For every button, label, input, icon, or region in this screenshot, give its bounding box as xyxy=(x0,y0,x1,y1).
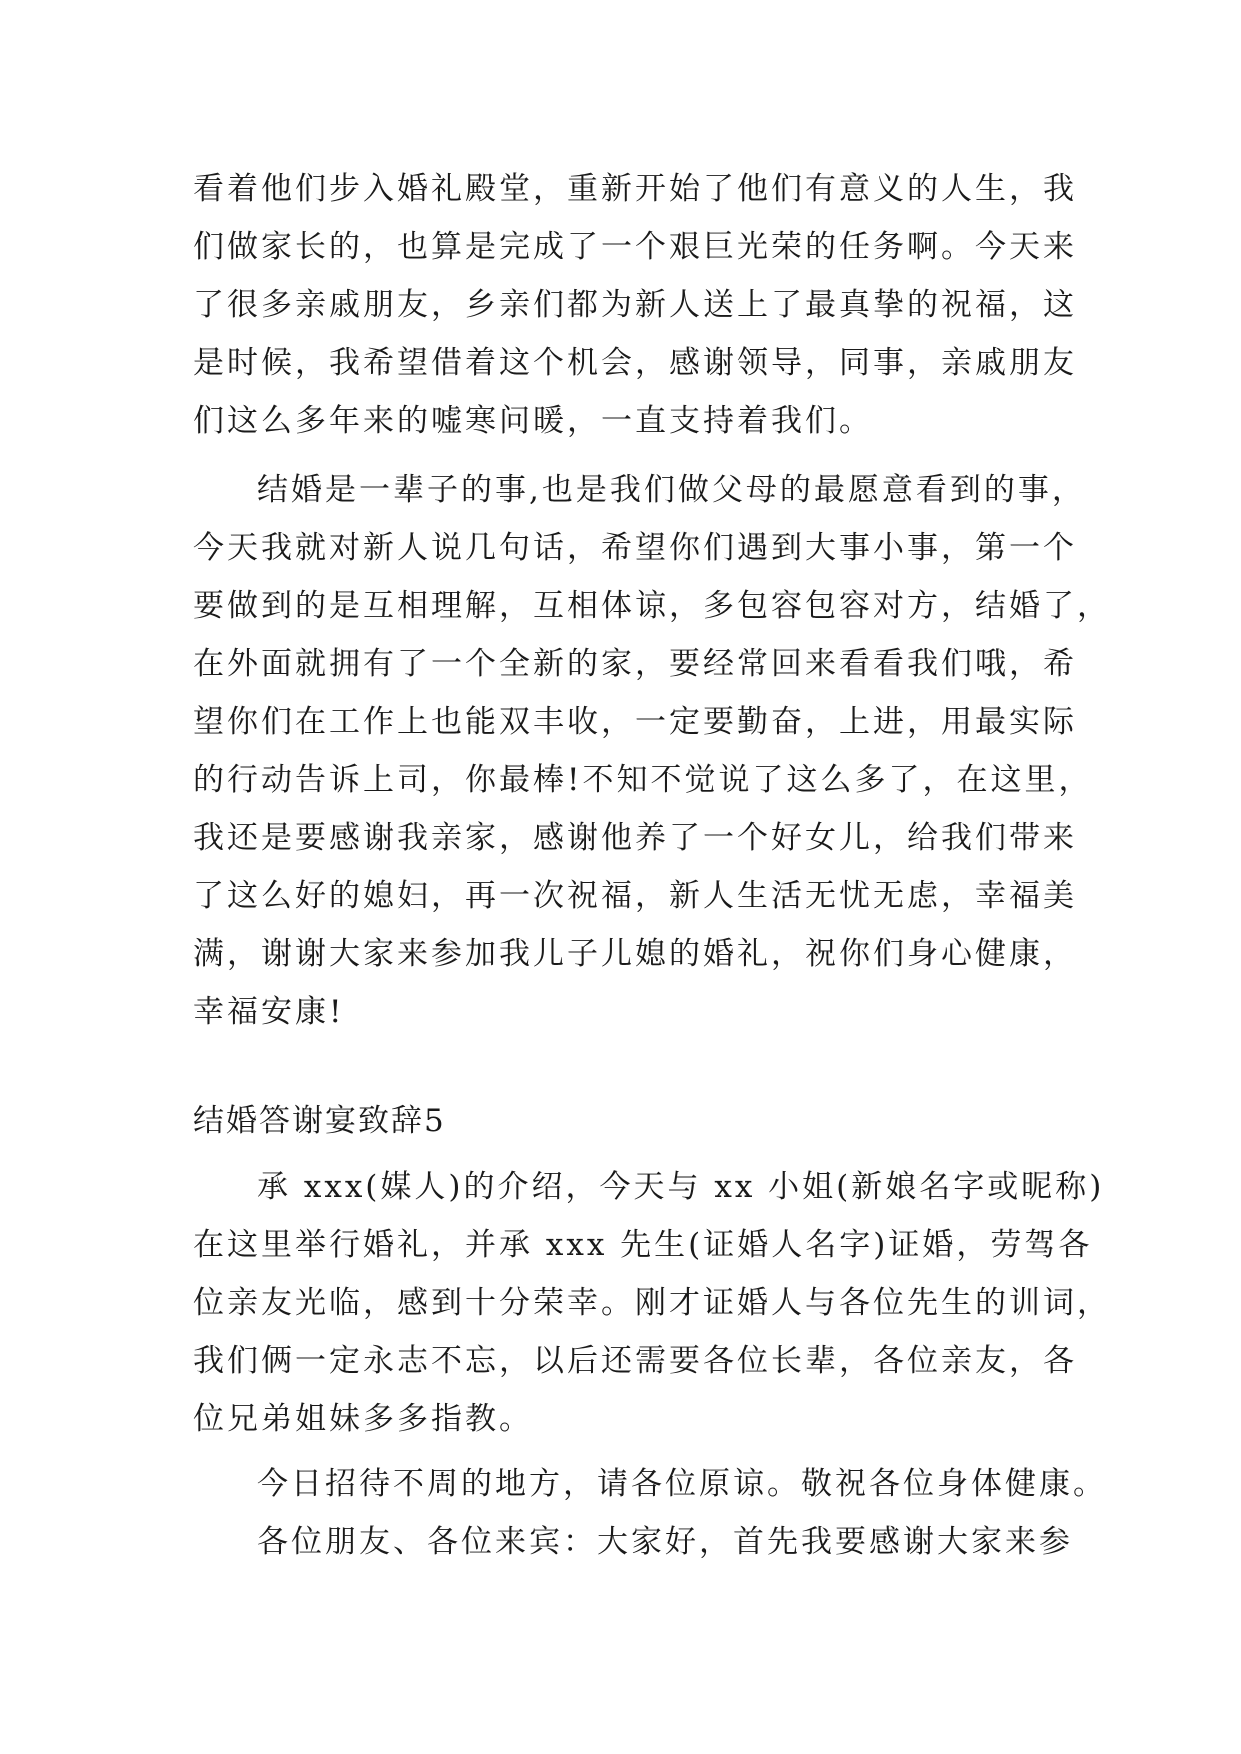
text-line: 各位朋友、各位来宾：大家好，首先我要感谢大家来参 xyxy=(257,1524,1073,1560)
text-line: 今日招待不周的地方，请各位原谅。敬祝各位身体健康。 xyxy=(257,1466,1107,1502)
text-line: 幸福安康! xyxy=(193,994,345,1030)
paragraph-5 xyxy=(193,1513,1073,1571)
text-line: 在这里举行婚礼，并承 xxx 先生(证婚人名字)证婚，劳驾各 xyxy=(193,1227,1093,1263)
paragraph-3 xyxy=(193,1158,1111,1448)
text-line: 是时候，我希望借着这个机会，感谢领导，同事，亲戚朋友 xyxy=(193,345,1077,381)
text-line: 的行动告诉上司，你最棒!不知不觉说了这么多了，在这里， xyxy=(193,762,1093,798)
paragraph-4 xyxy=(193,1455,1107,1513)
text-line: 了这么好的媳妇，再一次祝福，新人生活无忧无虑，幸福美 xyxy=(193,878,1077,914)
text-line: 要做到的是互相理解，互相体谅，多包容包容对方，结婚了， xyxy=(193,588,1111,624)
text-line: 结婚是一辈子的事,也是我们做父母的最愿意看到的事， xyxy=(257,472,1086,508)
text-line: 位亲友光临，感到十分荣幸。刚才证婚人与各位先生的训词， xyxy=(193,1285,1111,1321)
text-line: 位兄弟姐妹多多指教。 xyxy=(193,1401,533,1437)
text-line: 望你们在工作上也能双丰收，一定要勤奋，上进，用最实际 xyxy=(193,704,1077,740)
text-line: 在外面就拥有了一个全新的家，要经常回来看看我们哦，希 xyxy=(193,646,1077,682)
text-line: 们这么多年来的嘘寒问暖，一直支持着我们。 xyxy=(193,403,873,439)
paragraph-1 xyxy=(193,160,1077,450)
text-line: 了很多亲戚朋友，乡亲们都为新人送上了最真挚的祝福，这 xyxy=(193,287,1077,323)
section-heading: 结婚答谢宴致辞5 xyxy=(193,1103,446,1139)
text-line: 承 xxx(媒人)的介绍，今天与 xx 小姐(新娘名字或昵称) xyxy=(257,1169,1105,1205)
text-line: 看着他们步入婚礼殿堂，重新开始了他们有意义的人生，我 xyxy=(193,171,1077,207)
text-line: 我还是要感谢我亲家，感谢他养了一个好女儿，给我们带来 xyxy=(193,820,1077,856)
text-line: 今天我就对新人说几句话，希望你们遇到大事小事，第一个 xyxy=(193,530,1077,566)
text-line: 满，谢谢大家来参加我儿子儿媳的婚礼，祝你们身心健康， xyxy=(193,936,1077,972)
text-line: 们做家长的，也算是完成了一个艰巨光荣的任务啊。今天来 xyxy=(193,229,1077,265)
paragraph-2 xyxy=(193,461,1111,1041)
text-line: 我们俩一定永志不忘，以后还需要各位长辈，各位亲友，各 xyxy=(193,1343,1077,1379)
